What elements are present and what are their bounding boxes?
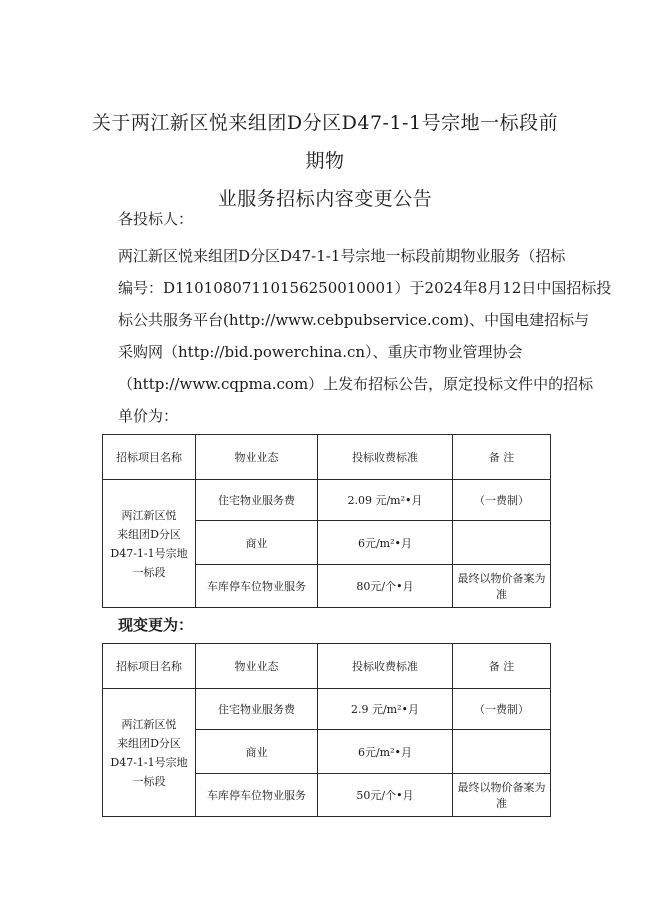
body-line-2: 编号：D11010807110156250010001）于2024年8月12日中国招标投 (118, 279, 612, 297)
note-cell (453, 730, 551, 774)
fee-cell: 50元/个•月 (318, 774, 453, 817)
body-line-3: 标公共服务平台(http://www.cebpubservice.com)、中国电建招标与 (118, 311, 590, 329)
body-line-1: 两江新区悦来组团D分区D47-1-1号宗地一标段前期物业服务（招标 (118, 247, 566, 265)
type-cell: 住宅物业服务费 (196, 689, 318, 730)
table-header-row (103, 644, 551, 689)
body-line-5: （http://www.cqpma.com）上发布招标公告，原定投标文件中的招标 (118, 375, 594, 393)
header-fee: 投标收费标准 (318, 644, 453, 689)
title-line-2: 业服务招标内容变更公告 (217, 188, 433, 210)
change-label: 现变更为： (118, 616, 194, 634)
header-project: 招标项目名称 (103, 644, 196, 689)
table-row (103, 689, 551, 730)
note-cell: 最终以物价备案为准 (453, 774, 551, 817)
body-line-4: 采购网（http://bid.powerchina.cn）、重庆市物业管理协会 (118, 343, 523, 361)
project-name-cell: 两江新区悦 来组团D分区 D47-1-1号宗地 一标段 (103, 689, 196, 817)
fee-cell: 6元/m²•月 (318, 521, 453, 565)
original-fee-table (102, 434, 551, 608)
note-cell: 最终以物价备案为准 (453, 565, 551, 608)
note-cell (453, 521, 551, 565)
table-row (103, 480, 551, 521)
fee-cell: 2.9 元/m²•月 (318, 689, 453, 730)
fee-cell: 6元/m²•月 (318, 730, 453, 774)
type-cell: 车库停车位物业服务 (196, 774, 318, 817)
note-cell: （一费制） (453, 480, 551, 521)
project-name-cell: 两江新区悦 来组团D分区 D47-1-1号宗地 一标段 (103, 480, 196, 608)
header-type: 物业业态 (196, 435, 318, 480)
salutation: 各投标人： (118, 210, 194, 228)
note-cell: （一费制） (453, 689, 551, 730)
header-type: 物业业态 (196, 644, 318, 689)
type-cell: 住宅物业服务费 (196, 480, 318, 521)
header-project: 招标项目名称 (103, 435, 196, 480)
header-fee: 投标收费标准 (318, 435, 453, 480)
header-note: 备 注 (453, 644, 551, 689)
body-line-6: 单价为： (118, 407, 179, 425)
type-cell: 商业 (196, 521, 318, 565)
document-title (90, 104, 560, 218)
new-fee-table (102, 643, 551, 817)
fee-cell: 80元/个•月 (318, 565, 453, 608)
fee-cell: 2.09 元/m²•月 (318, 480, 453, 521)
title-line-1: 关于两江新区悦来组团D分区D47-1-1号宗地一标段前期物 (91, 112, 559, 172)
type-cell: 车库停车位物业服务 (196, 565, 318, 608)
type-cell: 商业 (196, 730, 318, 774)
header-note: 备 注 (453, 435, 551, 480)
table-header-row (103, 435, 551, 480)
